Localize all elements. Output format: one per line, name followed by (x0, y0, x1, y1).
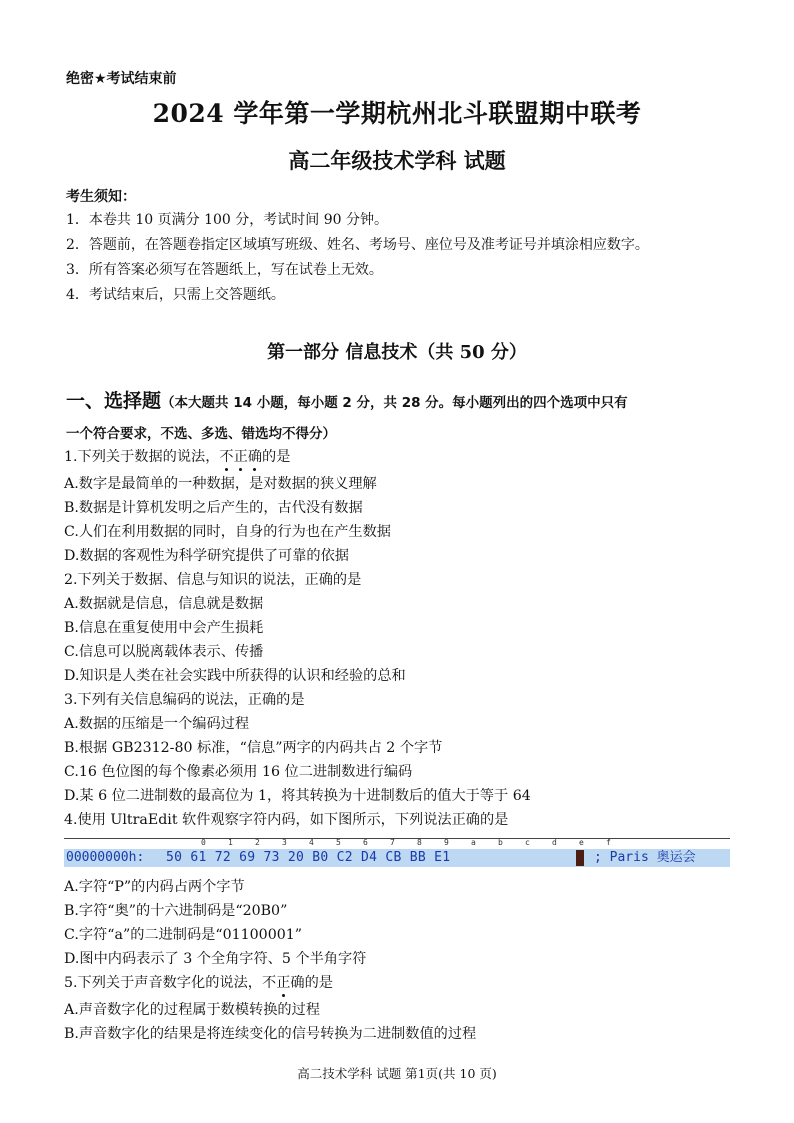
section-description: （本大题共 14 小题，每小题 2 分，共 28 分。每小题列出的四个选项中只有 (161, 395, 628, 411)
hex-bytes: 50 61 72 69 73 20 B0 C2 D4 CB BB E1 (166, 850, 451, 865)
question-option: A.数据的压缩是一个编码过程 (64, 716, 250, 732)
question-option: A.字符“P”的内码占两个字节 (64, 879, 245, 895)
question-option: C.信息可以脱离载体表示、传播 (64, 644, 264, 660)
confidential-label: 绝密★考试结束前 (66, 71, 177, 87)
question-option: B.信息在重复使用中会产生损耗 (64, 620, 264, 636)
ruler-label: a (471, 838, 476, 847)
text-cursor (576, 850, 584, 866)
emphasis-char: 正 (276, 972, 290, 992)
question-option: D.图中内码表示了 3 个全角字符、5 个半角字符 (64, 951, 367, 967)
section-description-continued: 一个符合要求，不选、多选、错选均不得分） (66, 426, 336, 442)
question-option: D.知识是人类在社会实践中所获得的认识和经验的总和 (64, 668, 406, 684)
question-option: B.声音数字化的结果是将连续变化的信号转换为二进制数值的过程 (64, 1026, 477, 1042)
ruler-label: b (498, 838, 503, 847)
section-heading (66, 386, 736, 413)
ruler-label: 1 (228, 838, 233, 847)
ruler-label: 4 (309, 838, 314, 847)
question-option: B.根据 GB2312-80 标准，“信息”两字的内码共占 2 个字节 (64, 740, 443, 756)
question-3-stem: 3.下列有关信息编码的说法，正确的是 (64, 692, 305, 708)
ruler-label: 7 (390, 838, 395, 847)
question-stem-text: 的是 (262, 449, 291, 465)
question-option: A.数据就是信息，信息就是数据 (64, 596, 264, 612)
question-option: C.人们在利用数据的同时，自身的行为也在产生数据 (64, 524, 391, 540)
ruler-label: 5 (336, 838, 341, 847)
ruler-label: d (552, 838, 557, 847)
ruler-label: 3 (282, 838, 287, 847)
question-option: B.数据是计算机发明之后产生的，古代没有数据 (64, 500, 363, 516)
question-4-stem: 4.使用 UltraEdit 软件观察字符内码，如下图所示，下列说法正确的是 (64, 812, 509, 828)
hex-editor-figure (64, 838, 730, 868)
ruler-label: 2 (255, 838, 260, 847)
section-name: 一、选择题 (66, 390, 162, 412)
emphasis-char: 确 (248, 446, 262, 466)
notice-heading: 考生须知： (66, 189, 136, 205)
ruler-label: e (579, 838, 584, 847)
ruler-label: 8 (417, 838, 422, 847)
notice-item: 4．考试结束后，只需上交答题纸。 (66, 287, 285, 303)
notice-item: 3．所有答案必须写在答题纸上，写在试卷上无效。 (66, 262, 383, 278)
question-stem-text: 5.下列关于声音数字化的说法， (64, 975, 262, 991)
question-option: D.某 6 位二进制数的最高位为 1，将其转换为十进制数后的值大于等于 64 (64, 788, 531, 804)
part-heading: 第一部分 信息技术（共 50 分） (267, 342, 527, 363)
question-option: A.声音数字化的过程属于数模转换的过程 (64, 1002, 320, 1018)
question-option: C.16 色位图的每个像素必须用 16 位二进制数进行编码 (64, 764, 413, 780)
hex-text-preview: ; Paris 奥运会 (594, 850, 696, 865)
question-option: A.数字是最简单的一种数据，是对数据的狭义理解 (64, 476, 377, 492)
hex-data-row (64, 849, 730, 867)
question-1-stem (64, 446, 290, 466)
emphasis-char: 不 (261, 975, 277, 991)
question-stem-text: 1.下列关于数据的说法， (64, 449, 220, 465)
hex-address: 00000000h: (66, 850, 145, 865)
question-5-stem (64, 972, 333, 992)
hex-column-ruler (64, 838, 730, 849)
exam-title: 2024 学年第一学期杭州北斗联盟期中联考 (152, 99, 642, 128)
ruler-label: f (606, 838, 611, 847)
ruler-label: c (525, 838, 530, 847)
emphasis-char: 正 (234, 446, 248, 466)
question-2-stem: 2.下列关于数据、信息与知识的说法，正确的是 (64, 572, 362, 588)
question-option: C.字符“a”的二进制码是“01100001” (64, 927, 303, 943)
ruler-label: 6 (363, 838, 368, 847)
ruler-label: 9 (444, 838, 449, 847)
notice-item: 2．答题前，在答题卷指定区域填写班级、姓名、考场号、座位号及准考证号并填涂相应数字。 (66, 237, 649, 253)
emphasis-char: 不 (219, 446, 233, 466)
page-footer: 高二技术学科 试题 第1页(共 10 页) (297, 1066, 497, 1081)
ruler-label: 0 (201, 838, 206, 847)
question-stem-text: 确的是 (290, 975, 333, 991)
question-option: D.数据的客观性为科学研究提供了可靠的依据 (64, 548, 349, 564)
notice-item: 1．本卷共 10 页满分 100 分，考试时间 90 分钟。 (66, 212, 388, 228)
question-option: B.字符“奥”的十六进制码是“20B0” (64, 903, 288, 919)
exam-subtitle: 高二年级技术学科 试题 (288, 148, 506, 173)
